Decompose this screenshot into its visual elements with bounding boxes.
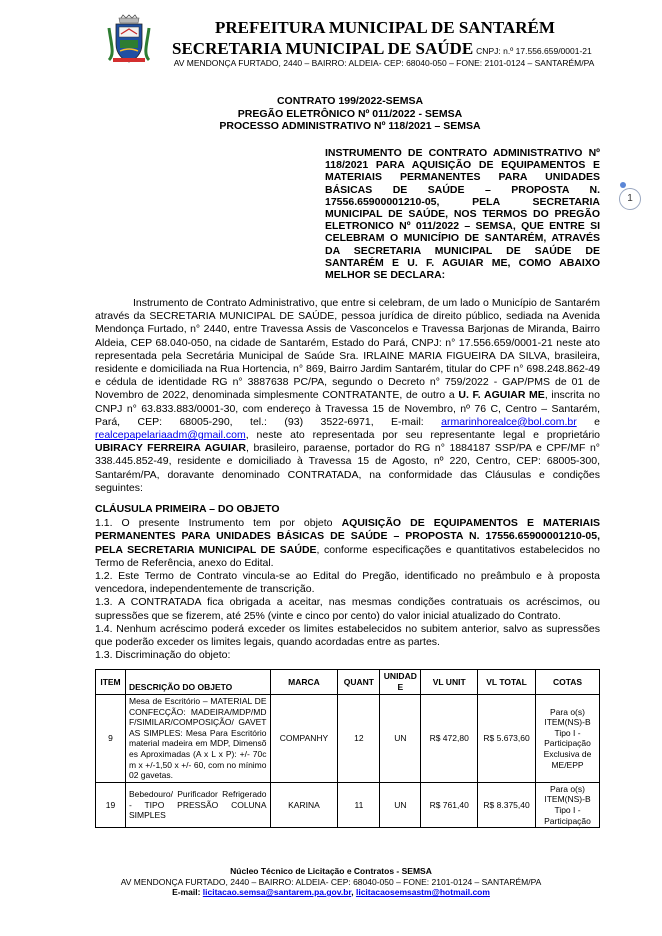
clause-first [95,503,600,662]
parties-text-d: , neste ato representada por seu representante legal e proprietário [245,429,600,442]
company-email-link-2[interactable]: realcepapelariaadm@gmail.com [95,429,246,442]
process-number: PROCESSO ADMINISTRATIVO Nº 118/2021 – SEMSA [219,120,481,132]
footer-email-link-1[interactable]: licitacao.semsa@santarem.pa.gov.br [202,887,352,897]
header-cnpj: CNPJ: n.º 17.556.659/0001-21 [476,46,592,56]
parties-text-a: Instrumento de Contrato Administrativo, que entre si celebram, de um lado o Município de Santarém através da SECRETARIA MUNICIPAL DE SAÚDE, pessoa jurídica de direito público, sediada na Avenida Mendonça Furtado, n° 2440, entre Travessa Assis de Vasconcelos e Travessa Barjonas de Miranda, Bairro Aldeia, CEP 68.040-050, na cidade de Santarém, Estado do Pará, CNPJ: n° 17.556.659/0001-21 neste ato representada pela Secretária Municipal de Saúde Sra. IRLAINE MARIA FIGUEIRA DA SILVA, brasileira, residente e domiciliada na Rua Hortencia, n° 869, Bairro Jardim Santarém, titular do CPF n° 698.248.862-49 e cédula de identidade RG n° 3887638 PC/PA, segundo o Decreto n° 759/2022 - GAP/PMS de 01 de Novembro de 2022, denominada simplesmente CONTRATANTE, de outro a [95,297,600,402]
clause-1-1-object: AQUISIÇÃO DE EQUIPAMENTOS E MATERIAIS PERMANENTES PARA UNIDADES BÁSICAS DE SAÚDE – PROPOSTA N. 17556.65900001210-05, PELA SECRETARIA MUNICIPAL DE SAÚDE [95,517,600,556]
clause-1-1-text-a: 1.1. O presente Instrumento tem por objeto [95,517,342,530]
cell-total: R$ 5.673,60 [478,695,536,783]
col-unit: UNIDADE [380,670,421,695]
cell-quantity: 12 [338,695,380,783]
owner-name: UBIRACY FERREIRA AGUIAR [95,442,247,455]
parties-paragraph [95,297,600,495]
cell-unit-price: R$ 761,40 [421,782,478,827]
footer-email-label: E-mail: [172,887,203,897]
cell-description: Mesa de Escritório – MATERIAL DE CONFECÇÃO: MADEIRA/MDP/MDF/SIMILAR/COMPOSIÇÃO/ GAVETAS SIMPLES: Mesa Para Escritório material madeira em MDP, Dimensões Aproximadas (A x L x P): +/- 70cm x +/-1,50 x +/- 60, com no mínimo 02 gavetas. [125,695,270,783]
parties-text-c: e [576,415,600,428]
cell-brand: KARINA [270,782,338,827]
clause-title: CLÁUSULA PRIMEIRA – DO OBJETO [95,503,280,515]
clause-1-3-discrimination: 1.3. Discriminação do objeto: [95,649,231,662]
page-footer [80,866,582,898]
cell-item: 9 [96,695,126,783]
col-quantity: QUANT [338,670,380,695]
cell-description: Bebedouro/ Purificador Refrigerado - TIPO PRESSÃO COLUNA SIMPLES [125,782,270,827]
contract-titles [160,95,540,133]
auction-number: PREGÃO ELETRÔNICO Nº 011/2022 - SEMSA [237,107,463,120]
cell-unit-price: R$ 472,80 [421,695,478,783]
municipal-crest-icon [105,14,153,64]
page-number-badge[interactable]: 1 [619,188,641,210]
footer-email-link-2[interactable]: licitacaosemsastm@hotmail.com [355,887,490,897]
col-quotas: COTAS [536,670,600,695]
company-name: U. F. AGUIAR ME [458,389,545,402]
cell-unit: UN [380,782,421,827]
cell-item: 19 [96,782,126,827]
table-row [96,695,600,783]
cell-quantity: 11 [338,782,380,827]
comment-marker-icon [620,182,626,188]
col-brand: MARCA [270,670,338,695]
clause-1-1 [95,517,600,570]
header-title: PREFEITURA MUNICIPAL DE SANTARÉM [215,18,555,37]
company-email-link-1[interactable]: armarinhorealce@bol.com.br [441,415,577,428]
footer-office: Núcleo Técnico de Licitação e Contratos - SEMSA [230,866,432,876]
parties-text-b: , inscrita no CNPJ n° 63.833.883/0001-30, com endereço à Travessa 15 de Novembro, nº 76 C, Centro – Santarém, Pará, CEP: 68005-290, tel.: (93) 3522-6971, E-mail: [95,389,600,428]
cell-quotas: Para o(s) ITEM(NS)-B Tipo I - Participação [536,782,600,827]
cell-total: R$ 8.375,40 [478,782,536,827]
contract-preamble: INSTRUMENTO DE CONTRATO ADMINISTRATIVO Nº 118/2021 PARA AQUISIÇÃO DE EQUIPAMENTOS E MATERIAIS PERMANENTES PARA UNIDADES BÁSICAS DE SAÚDE – PROPOSTA N. 17556.65900001210-05, PELA SECRETARIA MUNICIPAL DE SAÚDE, NOS TERMOS DO PREGÃO ELETRONICO Nº 011/2022 – SEMSA, QUE ENTRE SI CELEBRAM O MUNICÍPIO DE SANTARÉM, ATRAVÉS DA SECRETARIA MUNICIPAL DE SAÚDE DE SANTARÉM E U. F. AGUIAR ME, COMO ABAIXO MELHOR SE DECLARA: [325,147,600,282]
clause-1-4: 1.4. Nenhum acréscimo poderá exceder os limites estabelecidos no subitem anterior, salvo as supressões que poderão exceder os limites legais, quando acordadas entre as partes. [95,622,600,649]
footer-address: AV MENDONÇA FURTADO, 2440 – BAIRRO: ALDEIA- CEP: 68040-050 – FONE: 2101-0124 – SANTARÉM/PA [120,876,542,887]
col-item: ITEM [96,670,126,695]
contract-body [95,297,600,495]
clause-1-1-text-b: , conforme especificações e quantitativos estabelecidos no Termo de Referência, anexo do Edital. [95,543,600,569]
footer-emails [80,887,582,898]
items-table [95,669,600,828]
secretariat-name: SECRETARIA MUNICIPAL DE SAÚDE [172,39,474,58]
table-row [96,782,600,827]
col-total: VL TOTAL [478,670,536,695]
header-subtitle [172,39,592,59]
col-unit-price: VL UNIT [421,670,478,695]
header-address: AV MENDONÇA FURTADO, 2440 – BAIRRO: ALDEIA- CEP: 68040-050 – FONE: 2101-0124 – SANTARÉM/PA [173,58,595,68]
parties-text-e: , brasileiro, paraense, portador do RG n° 1884187 SSP/PA e CPF/MF n° 338.445.852-49, residente e domiciliado à Travessa 15 de Agosto, nº 220, Centro, CEP: 68005-300, Santarém/PA, doravante denominado CONTRATADA, na conformidade das Cláusulas e condições seguintes: [95,442,600,494]
footer-email-separator: , [351,887,356,897]
cell-quotas: Para o(s) ITEM(NS)-B Tipo I - Participação Exclusiva de ME/EPP [536,695,600,783]
table-header-row [96,670,600,695]
col-description: DESCRIÇÃO DO OBJETO [125,670,270,695]
clause-1-3: 1.3. A CONTRATADA fica obrigada a aceitar, nas mesmas condições contratuais os acréscimos, ou supressões que se fizerem, até 25% (vinte e cinco por cento) do valor inicial atualizado do Contrato. [95,596,600,622]
cell-brand: COMPANHY [270,695,338,783]
clause-1-2: 1.2. Este Termo de Contrato vincula-se ao Edital do Pregão, identificado no preâmbulo e à proposta vencedora, independentemente de transcrição. [95,570,600,596]
contract-number: CONTRATO 199/2022-SEMSA [276,95,424,107]
cell-unit: UN [380,695,421,783]
